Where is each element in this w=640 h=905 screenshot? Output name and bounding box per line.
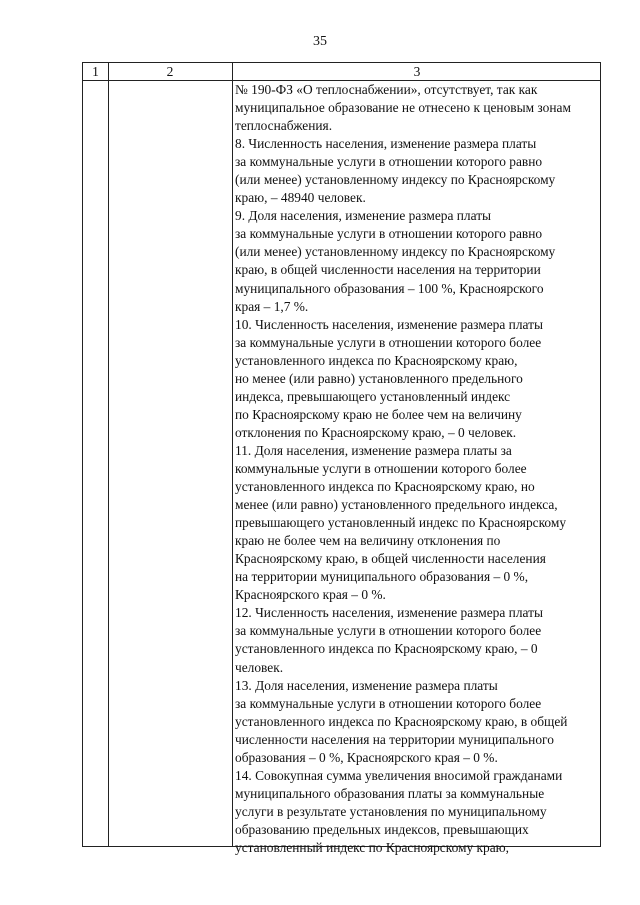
text-line: 8. Численность населения, изменение размера платы bbox=[235, 136, 537, 152]
text-line: 13. Доля населения, изменение размера платы bbox=[235, 677, 498, 693]
text-line: Красноярскому краю, в общей численности населения bbox=[235, 551, 546, 567]
page-number: 35 bbox=[313, 34, 327, 49]
text-line: менее (или равно) установленного предельного индекса, bbox=[235, 497, 558, 513]
text-line: Красноярского края – 0 %. bbox=[235, 587, 386, 603]
text-line: человек. bbox=[235, 659, 284, 675]
text-line: индекса, превышающего установленный индекс bbox=[235, 388, 511, 404]
text-line: за коммунальные услуги в отношении которого более bbox=[235, 623, 542, 639]
text-line: за коммунальные услуги в отношении которого равно bbox=[235, 226, 543, 242]
column-3-text bbox=[235, 81, 601, 857]
text-line: установленного индекса по Красноярскому краю, – 0 bbox=[235, 641, 538, 657]
text-line: 14. Совокупная сумма увеличения вносимой гражданами bbox=[235, 767, 563, 783]
text-line: за коммунальные услуги в отношении которого более bbox=[235, 695, 542, 711]
column-divider bbox=[232, 63, 233, 846]
text-line: услуги в результате установления по муниципальному bbox=[235, 803, 547, 819]
text-line: установленного индекса по Красноярскому краю, в общей bbox=[235, 713, 568, 729]
text-line: образованию предельных индексов, превышающих bbox=[235, 821, 529, 837]
text-line: на территории муниципального образования – 0 %, bbox=[235, 569, 529, 585]
text-line: 10. Численность населения, изменение размера платы bbox=[235, 316, 543, 332]
text-line: за коммунальные услуги в отношении которого более bbox=[235, 334, 542, 350]
text-line: по Красноярскому краю не более чем на величину bbox=[235, 406, 522, 422]
text-line: краю не более чем на величину отклонения по bbox=[235, 533, 501, 549]
text-line: № 190-ФЗ «О теплоснабжении», отсутствует, так как bbox=[235, 82, 538, 97]
text-line: края – 1,7 %. bbox=[235, 298, 309, 314]
text-line: превышающего установленный индекс по Красноярскому bbox=[235, 515, 567, 531]
text-line: образования – 0 %, Красноярского края – 0 %. bbox=[235, 749, 498, 765]
text-line: муниципального образования – 100 %, Красноярского bbox=[235, 280, 544, 296]
column-header-2: 2 bbox=[166, 64, 174, 79]
text-line: теплоснабжения. bbox=[235, 118, 333, 134]
text-line: муниципального образования платы за коммунальные bbox=[235, 785, 545, 801]
text-line: (или менее) установленному индексу по Красноярскому bbox=[235, 172, 556, 188]
text-line: (или менее) установленному индексу по Красноярскому bbox=[235, 244, 556, 260]
text-line: установленного индекса по Красноярскому краю, bbox=[235, 352, 518, 368]
text-line: 12. Численность населения, изменение размера платы bbox=[235, 605, 543, 621]
document-table bbox=[82, 62, 601, 855]
text-line: установленного индекса по Красноярскому краю, но bbox=[235, 479, 535, 495]
text-line: краю, в общей численности населения на территории bbox=[235, 262, 541, 278]
text-line: 11. Доля населения, изменение размера платы за bbox=[235, 442, 512, 458]
text-line: численности населения на территории муниципального bbox=[235, 731, 554, 747]
text-line: 9. Доля населения, изменение размера платы bbox=[235, 208, 492, 224]
text-line: но менее (или равно) установленного предельного bbox=[235, 370, 523, 386]
column-divider bbox=[108, 63, 109, 846]
column-header-1: 1 bbox=[92, 64, 99, 79]
text-line: отклонения по Красноярскому краю, – 0 человек. bbox=[235, 424, 517, 440]
text-line: муниципальное образование не отнесено к ценовым зонам bbox=[235, 100, 571, 116]
text-line: коммунальные услуги в отношении которого более bbox=[235, 460, 527, 476]
text-line: за коммунальные услуги в отношении которого равно bbox=[235, 154, 543, 170]
text-line: установленный индекс по Красноярскому краю, bbox=[235, 839, 510, 855]
text-line: краю, – 48940 человек. bbox=[235, 190, 366, 206]
column-header-3: 3 bbox=[413, 64, 421, 79]
